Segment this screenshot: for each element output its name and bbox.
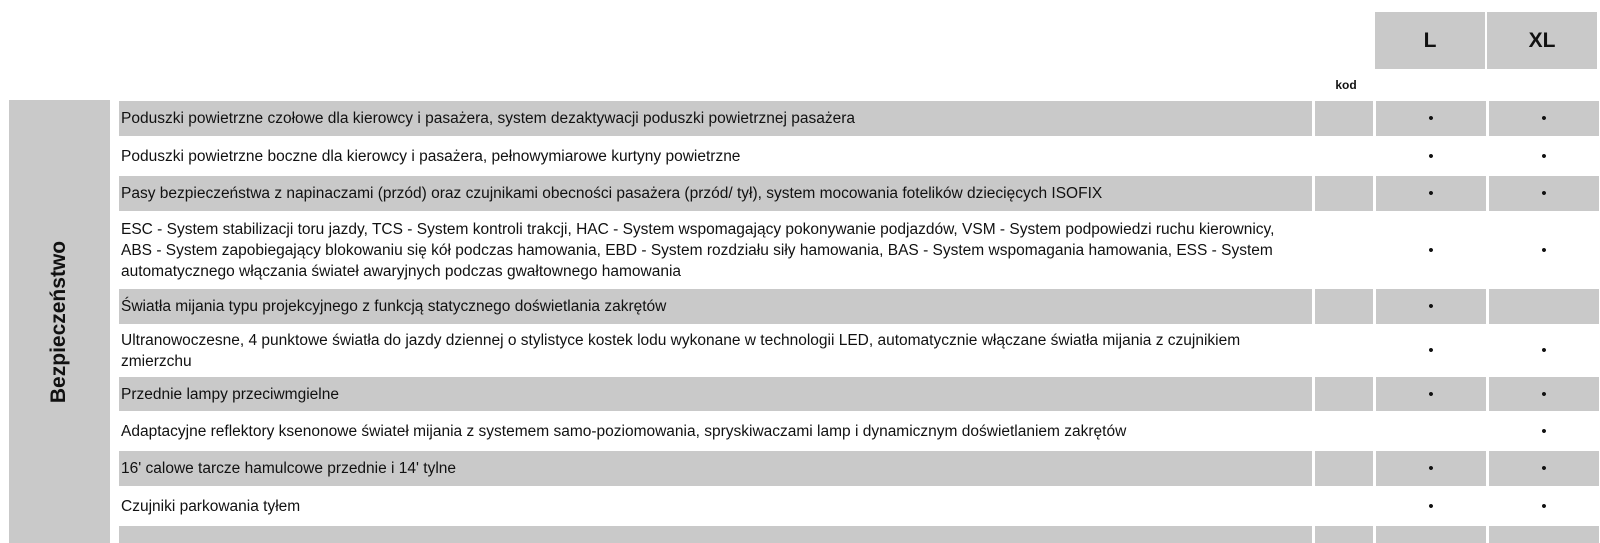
row-l-mark: •	[1376, 101, 1486, 136]
row-xl-mark: •	[1541, 342, 1547, 359]
row-description: Adaptacyjne reflektory ksenonowe świateł mijania z systemem samo-poziomowania, spryskiwaczami lamp i dynamicznym doświetlaniem zakrętów	[121, 422, 1127, 440]
row-kod	[1315, 414, 1373, 448]
row-xl-mark: •	[1541, 147, 1547, 165]
row-description	[119, 526, 1312, 543]
table-row	[119, 489, 1600, 523]
column-header-kod: kod	[1335, 78, 1357, 92]
table-row	[119, 451, 1600, 486]
row-xl-mark: •	[1489, 377, 1599, 411]
row-description: Przednie lampy przeciwmgielne	[119, 377, 1312, 411]
table-row	[119, 176, 1600, 211]
row-description: 16' calowe tarcze hamulcowe przednie i 14' tylne	[119, 451, 1312, 486]
row-l-mark	[1376, 414, 1486, 448]
row-description: Ultranowoczesne, 4 punktowe światła do jazdy dziennej o stylistyce kostek lodu wykonane w technologii LED, automatycznie włączane światła mijania z czujnikiem zmierzchu	[121, 331, 1241, 370]
row-kod	[1315, 101, 1373, 136]
row-l-mark	[1376, 526, 1486, 543]
table-row	[119, 526, 1600, 543]
section-title: Bezpieczeństwo	[47, 240, 71, 403]
row-l-mark: •	[1376, 176, 1486, 211]
row-kod	[1315, 489, 1373, 523]
table-row	[119, 101, 1600, 136]
row-kod	[1315, 451, 1373, 486]
table-row	[119, 327, 1600, 374]
row-l-mark: •	[1376, 289, 1486, 324]
row-description: ESC - System stabilizacji toru jazdy, TCS - System kontroli trakcji, HAC - System wspomagający pokonywanie podjazdów, VSM - System podpowiedzi ruchu kierownicy, ABS - System zapobiegający blokowaniu się kół podczas hamowania, EBD - System rozdziału siły hamowania, BAS - System wspomagania hamowania, ESS - System automatycznego włączania świateł awaryjnych podczas gwałtownego hamowania	[121, 220, 1275, 280]
table-row	[119, 289, 1600, 324]
row-description: Czujniki parkowania tyłem	[121, 497, 301, 515]
row-l-mark: •	[1428, 147, 1434, 165]
row-description: Pasy bezpieczeństwa z napinaczami (przód) oraz czujnikami obecności pasażera (przód/ tył), system mocowania fotelików dziecięcych ISOFIX	[119, 176, 1312, 211]
row-description: Poduszki powietrzne boczne dla kierowcy i pasażera, pełnowymiarowe kurtyny powietrzne	[121, 147, 741, 165]
row-description: Poduszki powietrzne czołowe dla kierowcy i pasażera, system dezaktywacji poduszki powietrznej pasażera	[119, 101, 1312, 136]
row-xl-mark	[1489, 289, 1599, 324]
row-kod	[1315, 214, 1373, 286]
row-xl-mark: •	[1541, 422, 1547, 440]
equipment-rows	[119, 101, 1600, 543]
row-l-mark: •	[1376, 451, 1486, 486]
row-kod	[1315, 377, 1373, 411]
table-row	[119, 139, 1600, 173]
row-xl-mark	[1489, 526, 1599, 543]
table-row	[119, 377, 1600, 411]
row-xl-mark: •	[1541, 241, 1547, 259]
row-kod	[1315, 526, 1373, 543]
table-row	[119, 214, 1600, 286]
row-l-mark: •	[1428, 342, 1434, 359]
row-xl-mark: •	[1489, 176, 1599, 211]
column-header-l: L	[1375, 12, 1485, 69]
row-kod	[1315, 289, 1373, 324]
row-l-mark: •	[1428, 241, 1434, 259]
row-l-mark: •	[1428, 497, 1434, 515]
row-xl-mark: •	[1489, 101, 1599, 136]
table-row	[119, 414, 1600, 448]
row-xl-mark: •	[1541, 497, 1547, 515]
row-kod	[1315, 327, 1373, 374]
row-xl-mark: •	[1489, 451, 1599, 486]
column-header-xl: XL	[1487, 12, 1597, 69]
row-kod	[1315, 176, 1373, 211]
row-description: Światła mijania typu projekcyjnego z funkcją statycznego doświetlania zakrętów	[119, 289, 1312, 324]
section-label	[9, 100, 110, 543]
row-l-mark: •	[1376, 377, 1486, 411]
row-kod	[1315, 139, 1373, 173]
